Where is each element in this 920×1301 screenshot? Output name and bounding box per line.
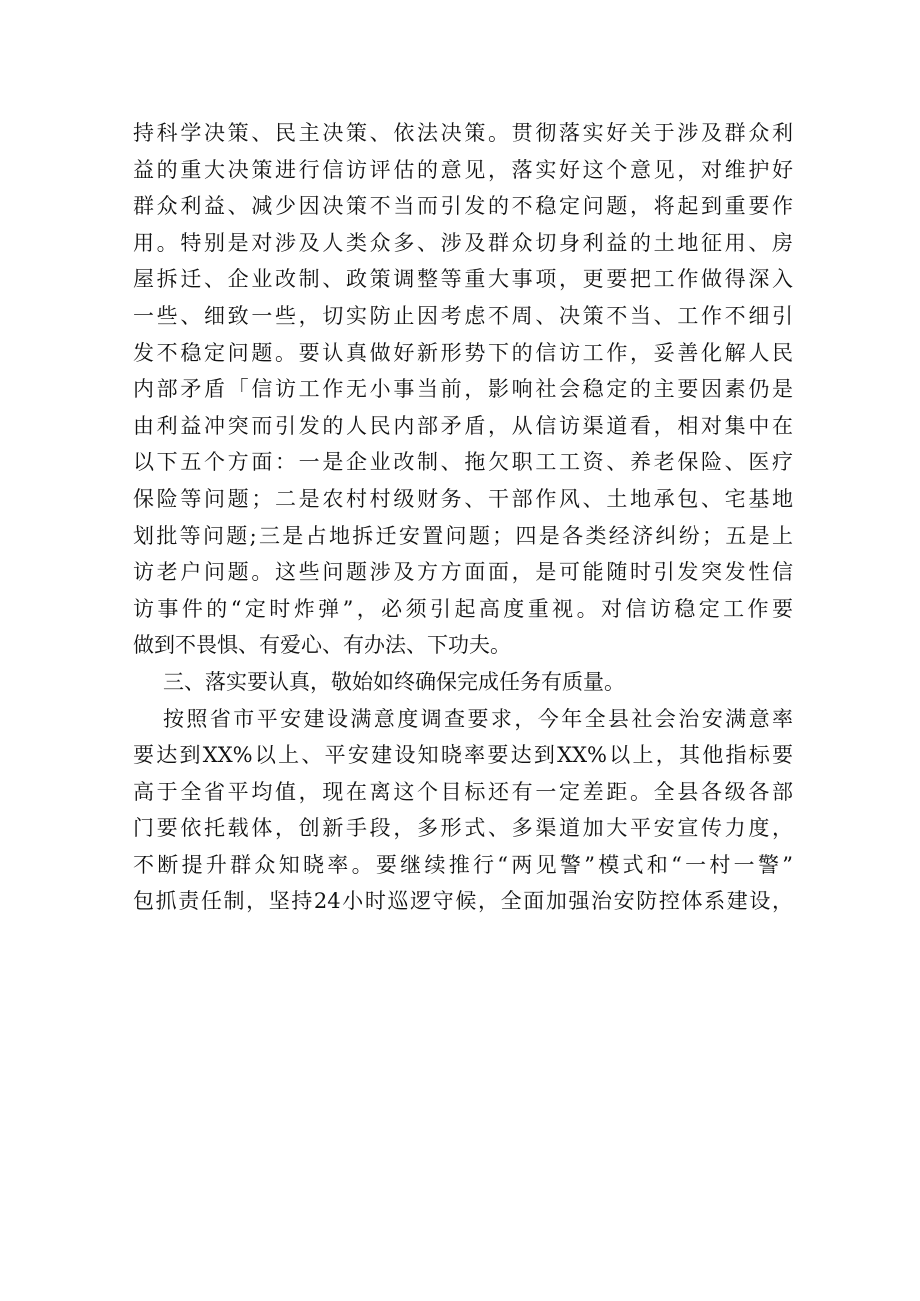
text-line: 用。特别是对涉及人类众多、涉及群众切身利益的土地征用、房 xyxy=(133,230,793,255)
text-line: 按照省市平安建设满意度调查要求，今年全县社会治安满意率 xyxy=(163,706,793,731)
text-line: 益的重大决策进行信访评估的意见，落实好这个意见，对维护好 xyxy=(133,157,793,182)
heading-line: 三、落实要认真，敬始如终确保完成任务有质量。 xyxy=(163,669,625,694)
text-line: 以下五个方面：一是企业改制、拖欠职工工资、养老保险、医疗 xyxy=(133,450,793,475)
text-line: 要达到XX%以上、平安建设知晓率要达到XX%以上，其他指标要 xyxy=(133,743,793,768)
text-line: 包抓责任制，坚持24小时巡逻守候，全面加强治安防控体系建设， xyxy=(133,889,793,914)
paragraph-decision-making xyxy=(133,115,793,664)
paragraph-safety-survey xyxy=(133,701,793,921)
text-line: 由利益冲突而引发的人民内部矛盾，从信访渠道看，相对集中在 xyxy=(133,413,793,438)
text-line: 不断提升群众知晓率。要继续推行“两见警”模式和“一村一警” xyxy=(133,852,793,877)
text-line: 持科学决策、民主决策、依法决策。贯彻落实好关于涉及群众利 xyxy=(133,121,793,145)
text-line: 一些、细致一些，切实防止因考虑不周、决策不当、工作不细引 xyxy=(133,303,793,328)
text-line: 做到不畏惧、有爱心、有办法、下功夫。 xyxy=(133,633,511,658)
section-heading xyxy=(133,664,793,701)
text-line: 高于全省平均值，现在离这个目标还有一定差距。全县各级各部 xyxy=(133,779,793,804)
text-line: 访事件的“定时炸弹”，必须引起高度重视。对信访稳定工作要 xyxy=(133,596,793,621)
text-line: 访老户问题。这些问题涉及方方面面，是可能随时引发突发性信 xyxy=(133,560,793,585)
text-line: 划批等问题;三是占地拆迁安置问题；四是各类经济纠纷；五是上 xyxy=(133,523,793,548)
text-line: 屋拆迁、企业改制、政策调整等重大事项，更要把工作做得深入 xyxy=(133,267,793,292)
text-line: 群众利益、减少因决策不当而引发的不稳定问题，将起到重要作 xyxy=(133,194,793,219)
text-line: 门要依托载体，创新手段，多形式、多渠道加大平安宣传力度， xyxy=(133,816,793,841)
document-body xyxy=(133,115,793,920)
text-line: 发不稳定问题。要认真做好新形势下的信访工作，妥善化解人民 xyxy=(133,340,793,365)
text-line: 内部矛盾「信访工作无小事当前，影响社会稳定的主要因素仍是 xyxy=(133,377,793,402)
text-line: 保险等问题；二是农村村级财务、干部作风、土地承包、宅基地 xyxy=(133,486,793,511)
